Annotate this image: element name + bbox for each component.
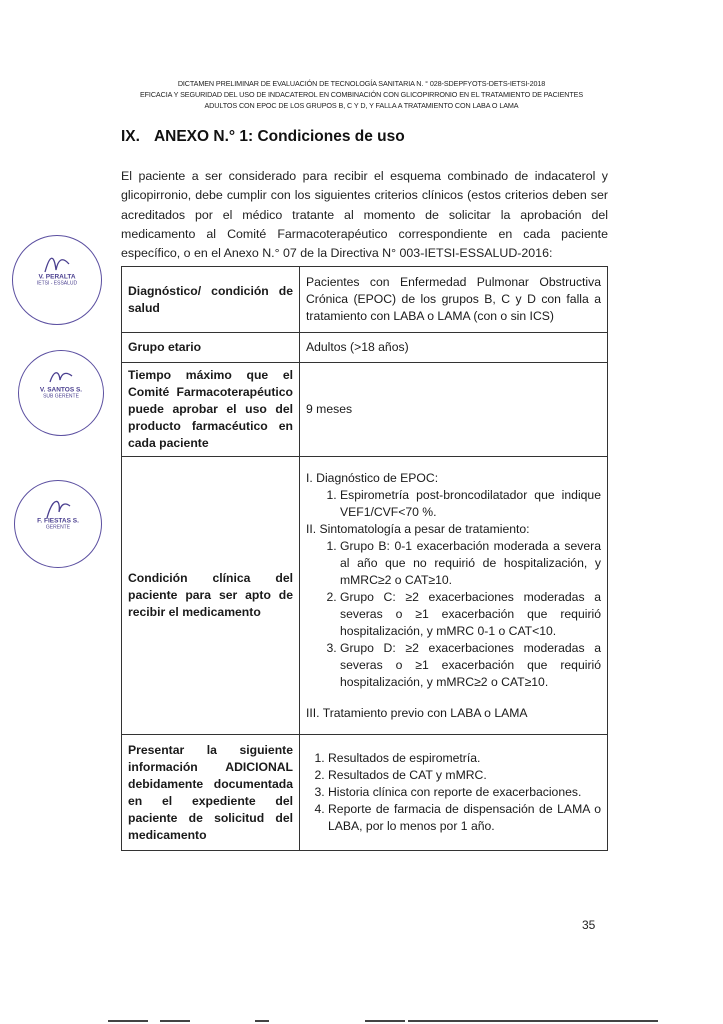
conditions-table — [121, 266, 608, 851]
header-line-3: ADULTOS CON EPOC DE LOS GRUPOS B, C Y D, Y FALLA A TRATAMIENTO CON LABA O LAMA — [204, 101, 519, 110]
table-row — [122, 333, 608, 363]
header-line-1: DICTAMEN PRELIMINAR DE EVALUACIÓN DE TECNOLOGÍA SANITARIA N. ° 028-SDEPFYOTS-DETS-IETSI-2018 — [177, 79, 546, 88]
header-line-2: EFICACIA Y SEGURIDAD DEL USO DE INDACATEROL EN COMBINACIÓN CON GLICOPIRRONIO EN EL TRATAMIENTO DE PACIENTES — [139, 90, 584, 99]
row-label-additional-info: Presentar la siguiente información ADICIONAL debidamente documentada en el expediente del paciente de solicitud del medicamento — [122, 735, 300, 851]
list-item: 3. Historia clínica con reporte de exacerbaciones. — [328, 784, 601, 801]
row-label-clinical-condition: Condición clínica del paciente para ser apto de recibir el medicamento — [122, 457, 300, 735]
section-title-text: ANEXO N.° 1: Condiciones de uso — [153, 128, 405, 145]
row-value-additional-info — [300, 735, 608, 851]
stamp-3-sub: GERENTE — [45, 524, 71, 531]
clinical-section-2-title: II. Sintomatología a pesar de tratamiento: — [306, 521, 530, 536]
section-title — [121, 128, 405, 146]
scan-artifact — [0, 1018, 723, 1024]
list-item: 2. Grupo C: ≥2 exacerbaciones moderadas a severas o ≥1 exacerbación que requirió hospitalización, y mMRC 0-1 o CAT<10. — [340, 589, 601, 640]
official-stamp-2 — [18, 350, 104, 436]
stamp-1-sub: IETSI - ESSALUD — [36, 280, 78, 287]
clinical-section-2-list — [306, 538, 601, 691]
page-number: 35 — [582, 918, 596, 932]
list-item: 1. Resultados de espirometría. — [328, 750, 601, 767]
list-item: 1. Grupo B: 0-1 exacerbación moderada a severa al año que no requirió de hospitalización, y mMRC≥2 o CAT≥10. — [340, 538, 601, 589]
table-row — [122, 735, 608, 851]
stamp-2-name: V. SANTOS S. — [39, 386, 83, 394]
stamp-1-name: V. PERALTA — [38, 273, 76, 281]
stamp-2-sub: SUB GERENTE — [43, 393, 79, 400]
row-value-max-time: 9 meses — [300, 363, 608, 457]
list-item: 1. Espirometría post-broncodilatador que indique VEF1/CVF<70 %. — [340, 487, 601, 521]
section-number: IX. — [121, 128, 140, 145]
clinical-section-1-title: I. Diagnóstico de EPOC: — [306, 470, 439, 485]
official-stamp-1 — [12, 235, 102, 325]
row-value-age-group: Adultos (>18 años) — [300, 333, 608, 363]
clinical-section-1-list — [306, 487, 601, 521]
row-value-clinical-condition — [300, 457, 608, 735]
row-label-max-time: Tiempo máximo que el Comité Farmacoterapéutico puede aprobar el uso del producto farmacéutico en cada paciente — [122, 363, 300, 457]
list-item: 2. Resultados de CAT y mMRC. — [328, 767, 601, 784]
document-header — [0, 78, 723, 111]
intro-paragraph: El paciente a ser considerado para recibir el esquema combinado de indacaterol y glicopirronio, debe cumplir con los siguientes criterios clínicos (estos criterios deben ser acreditados por el médico tratante al momento de solicitar la aprobación del medicamento al Comité Farmacoterapéutico correspondiente en cada paciente específico, o en el Anexo N.° 07 de la Directiva N° 003-IETSI-ESSALUD-2016: — [121, 169, 608, 261]
row-label-age-group: Grupo etario — [122, 333, 300, 363]
table-row — [122, 363, 608, 457]
additional-info-list — [306, 750, 601, 835]
list-item: 3. Grupo D: ≥2 exacerbaciones moderadas a severas o ≥1 exacerbación que requirió hospitalización, y mMRC≥2 o CAT≥10. — [340, 640, 601, 691]
row-label-diagnosis: Diagnóstico/ condición de salud — [122, 267, 300, 333]
clinical-section-3-title: III. Tratamiento previo con LABA o LAMA — [306, 705, 528, 720]
table-row — [122, 457, 608, 735]
signature-icon — [47, 366, 75, 388]
row-value-diagnosis: Pacientes con Enfermedad Pulmonar Obstructiva Crónica (EPOC) de los grupos B, C y D con falla a tratamiento con LABA o LAMA (con o sin ICS) — [300, 267, 608, 333]
stamp-3-name: F. FIESTAS S. — [37, 517, 79, 525]
list-item: 4. Reporte de farmacia de dispensación de LAMA o LABA, por lo menos por 1 año. — [328, 801, 601, 835]
table-row — [122, 267, 608, 333]
official-stamp-3 — [14, 480, 102, 568]
